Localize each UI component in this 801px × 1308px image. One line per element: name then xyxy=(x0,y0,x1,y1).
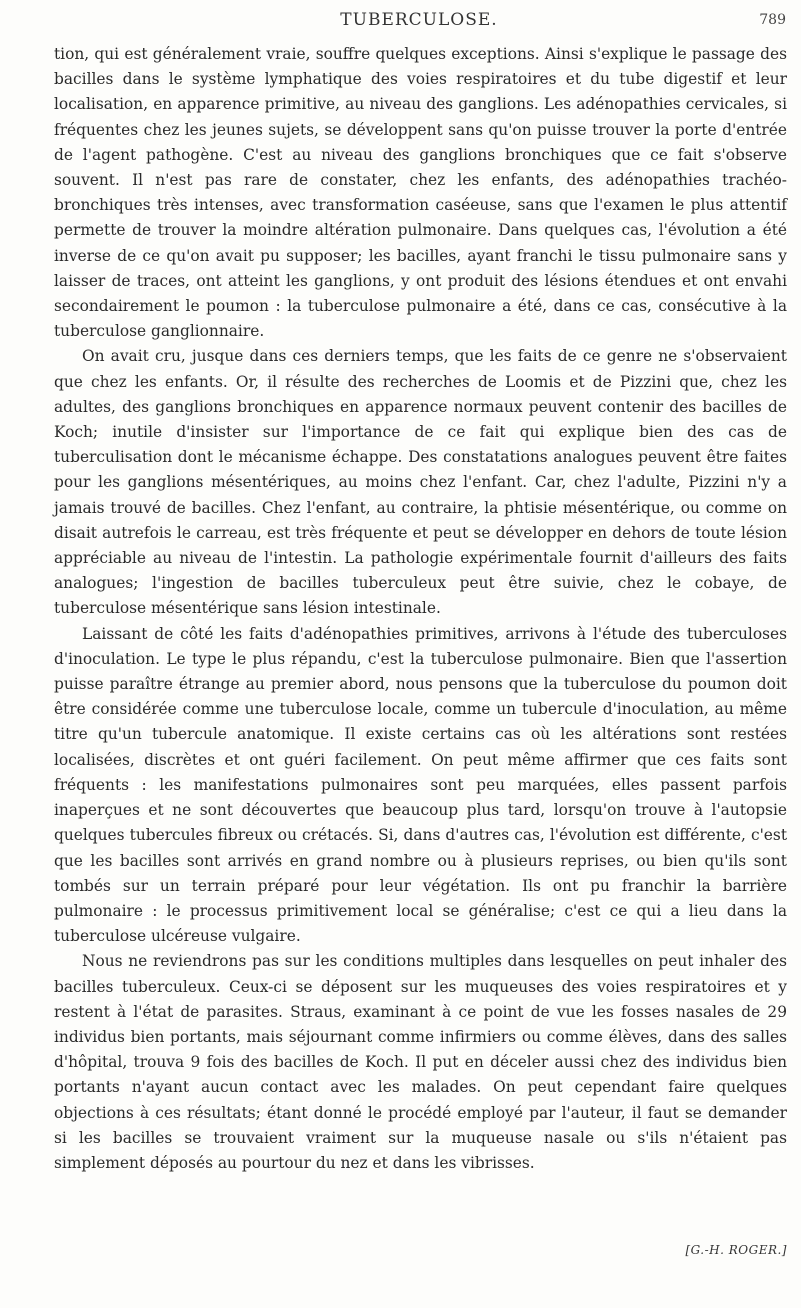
paragraph: Laissant de côté les faits d'adénopathies primitives, arrivons à l'étude des tuberculoses d'inoculation. Le type le plus répandu, c'est la tuberculose pulmonaire. Bien que l'assertion puisse paraître étrange au premier abord, nous pensons que la tuberculose du poumon doit être considérée comme une tuberculose locale, comme un tubercule d'inoculation, au même titre qu'un tubercule anatomique. Il existe certains cas où les altérations sont restées localisées, discrètes et ont guéri facilement. On peut même affirmer que ces faits sont fréquents : les manifestations pulmonaires sont peu marquées, elles passent parfois inaperçues et ne sont découvertes que beaucoup plus tard, lorsqu'on trouve à l'autopsie quelques tubercules fibreux ou crétacés. Si, dans d'autres cas, l'évolution est différente, c'est que les bacilles sont arrivés en grand nombre ou à plusieurs reprises, ou bien qu'ils sont tombés sur un terrain préparé pour leur végétation. Ils ont pu franchir la barrière pulmonaire : le processus primitivement local se généralise; c'est ce qui a lieu dans la tuberculose ulcéreuse vulgaire. xyxy=(54,624,787,946)
running-header xyxy=(50,10,788,36)
paragraph: On avait cru, jusque dans ces derniers temps, que les faits de ce genre ne s'observaient que chez les enfants. Or, il résulte des recherches de Loomis et de Pizzini que, chez les adultes, des ganglions bronchiques en apparence normaux peuvent contenir des bacilles de Koch; inutile d'insister sur l'importance de ce fait qui explique bien des cas de tuberculisation dont le mécanisme échappe. Des constatations analogues peuvent être faites pour les ganglions mésentériques, au moins chez l'enfant. Car, chez l'adulte, Pizzini n'y a jamais trouvé de bacilles. Chez l'enfant, au contraire, la phtisie mésentérique, ou comme on disait autrefois le carreau, est très fréquente et peut se développer en dehors de toute lésion appréciable au niveau de l'intestin. La pathologie expérimentale fournit d'ailleurs des faits analogues; l'ingestion de bacilles tuberculeux peut être suivie, chez le cobaye, de tuberculose mésentérique sans lésion intestinale. xyxy=(54,347,787,618)
paragraph: Nous ne reviendrons pas sur les conditions multiples dans lesquelles on peut inhaler des bacilles tuberculeux. Ceux-ci se déposent sur les muqueuses des voies respiratoires et y restent à l'état de parasites. Straus, examinant à ce point de vue les fosses nasales de 29 individus bien portants, mais séjournant comme infirmiers ou comme élèves, dans des salles d'hôpital, trouva 9 fois des bacilles de Koch. Il put en déceler aussi chez des individus bien portants n'ayant aucun contact avec les malades. On peut cependant faire quelques objections à ces résultats; étant donné le procédé employé par l'auteur, il faut se demander si les bacilles se trouvaient vraiment sur la muqueuse nasale ou s'ils n'étaient pas simplement déposés au pourtour du nez et dans les vibrisses. xyxy=(54,952,787,1172)
page-number: 789 xyxy=(759,12,786,28)
body-text xyxy=(54,42,787,1176)
author-signature: [G.-H. ROGER.] xyxy=(685,1243,787,1257)
running-title: TUBERCULOSE. xyxy=(340,10,498,30)
paragraph-continuation: tion, qui est généralement vraie, souffre quelques exceptions. Ainsi s'explique le passage des bacilles dans le système lymphatique des voies respiratoires et du tube digestif et leur localisation, en apparence primitive, au niveau des ganglions. Les adénopathies cervicales, si fréquentes chez les jeunes sujets, se développent sans qu'on puisse trouver la porte d'entrée de l'agent pathogène. C'est au niveau des ganglions bronchiques que ce fait s'observe souvent. Il n'est pas rare de constater, chez les enfants, des adénopathies trachéo-bronchiques très intenses, avec transformation caséeuse, sans que l'examen le plus attentif permette de trouver la moindre altération pulmonaire. Dans quelques cas, l'évolution a été inverse de ce qu'on avait pu supposer; les bacilles, ayant franchi le tissu pulmonaire sans y laisser de traces, ont atteint les ganglions, y ont produit des lésions étendues et ont envahi secondairement le poumon : la tuberculose pulmonaire a été, dans ce cas, consécutive à la tuberculose ganglionnaire. xyxy=(54,45,787,341)
